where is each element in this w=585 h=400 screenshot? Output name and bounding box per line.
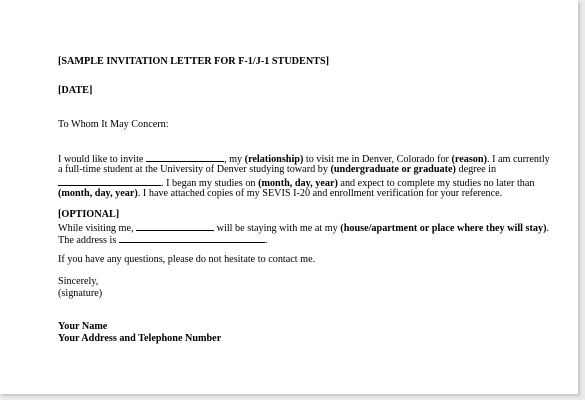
- optional-label: [OPTIONAL]: [58, 209, 120, 220]
- text-segment: The address is: [58, 235, 119, 246]
- text-segment: . I am currently: [486, 154, 550, 165]
- paragraph-1-line-2: [58, 164, 496, 176]
- residence-field: (house/apartment or place where they will stay): [340, 223, 547, 234]
- reason-field: (reason): [451, 154, 487, 165]
- text-segment: to visit me in Denver, Colorado for: [303, 154, 452, 165]
- text-segment: degree in: [455, 164, 497, 175]
- start-date-field: (month, day, year): [258, 178, 338, 189]
- text-segment: .: [546, 223, 550, 234]
- end-date-field: (month, day, year): [58, 188, 138, 199]
- visitor-blank: [136, 221, 214, 231]
- address-blank: [119, 233, 265, 243]
- relationship-field: (relationship): [244, 154, 304, 165]
- text-segment: and expect to complete my studies no later than: [337, 178, 535, 189]
- sender-address: Your Address and Telephone Number: [58, 333, 222, 344]
- sender-name: Your Name: [58, 321, 108, 332]
- text-segment: .: [264, 235, 268, 246]
- name-blank: [146, 152, 224, 162]
- salutation: To Whom It May Concern:: [58, 119, 169, 130]
- major-blank: [58, 176, 161, 186]
- letter-heading: [SAMPLE INVITATION LETTER FOR F-1/J-1 STUDENTS]: [58, 56, 330, 67]
- text-segment: a full-time student at the University of Denver studying toward by: [58, 164, 331, 175]
- closing: Sincerely,: [58, 276, 99, 287]
- text-segment: . I have attached copies of my SEVIS I-20 and enrollment verification for your reference.: [137, 188, 503, 199]
- degree-level-field: (undergraduate or graduate): [330, 164, 456, 175]
- questions-line: If you have any questions, please do not hesitate to contact me.: [58, 254, 316, 265]
- text-segment: I would like to invite: [58, 154, 146, 165]
- text-segment: While visiting me,: [58, 223, 137, 234]
- text-segment: , my: [224, 154, 245, 165]
- optional-line-2: [58, 233, 267, 247]
- signature-placeholder: (signature): [58, 288, 103, 299]
- text-segment: . I began my studies on: [161, 178, 259, 189]
- date-placeholder: [DATE]: [58, 85, 93, 96]
- text-segment: will be staying with me at my: [214, 223, 341, 234]
- paragraph-1-line-4: [58, 188, 502, 200]
